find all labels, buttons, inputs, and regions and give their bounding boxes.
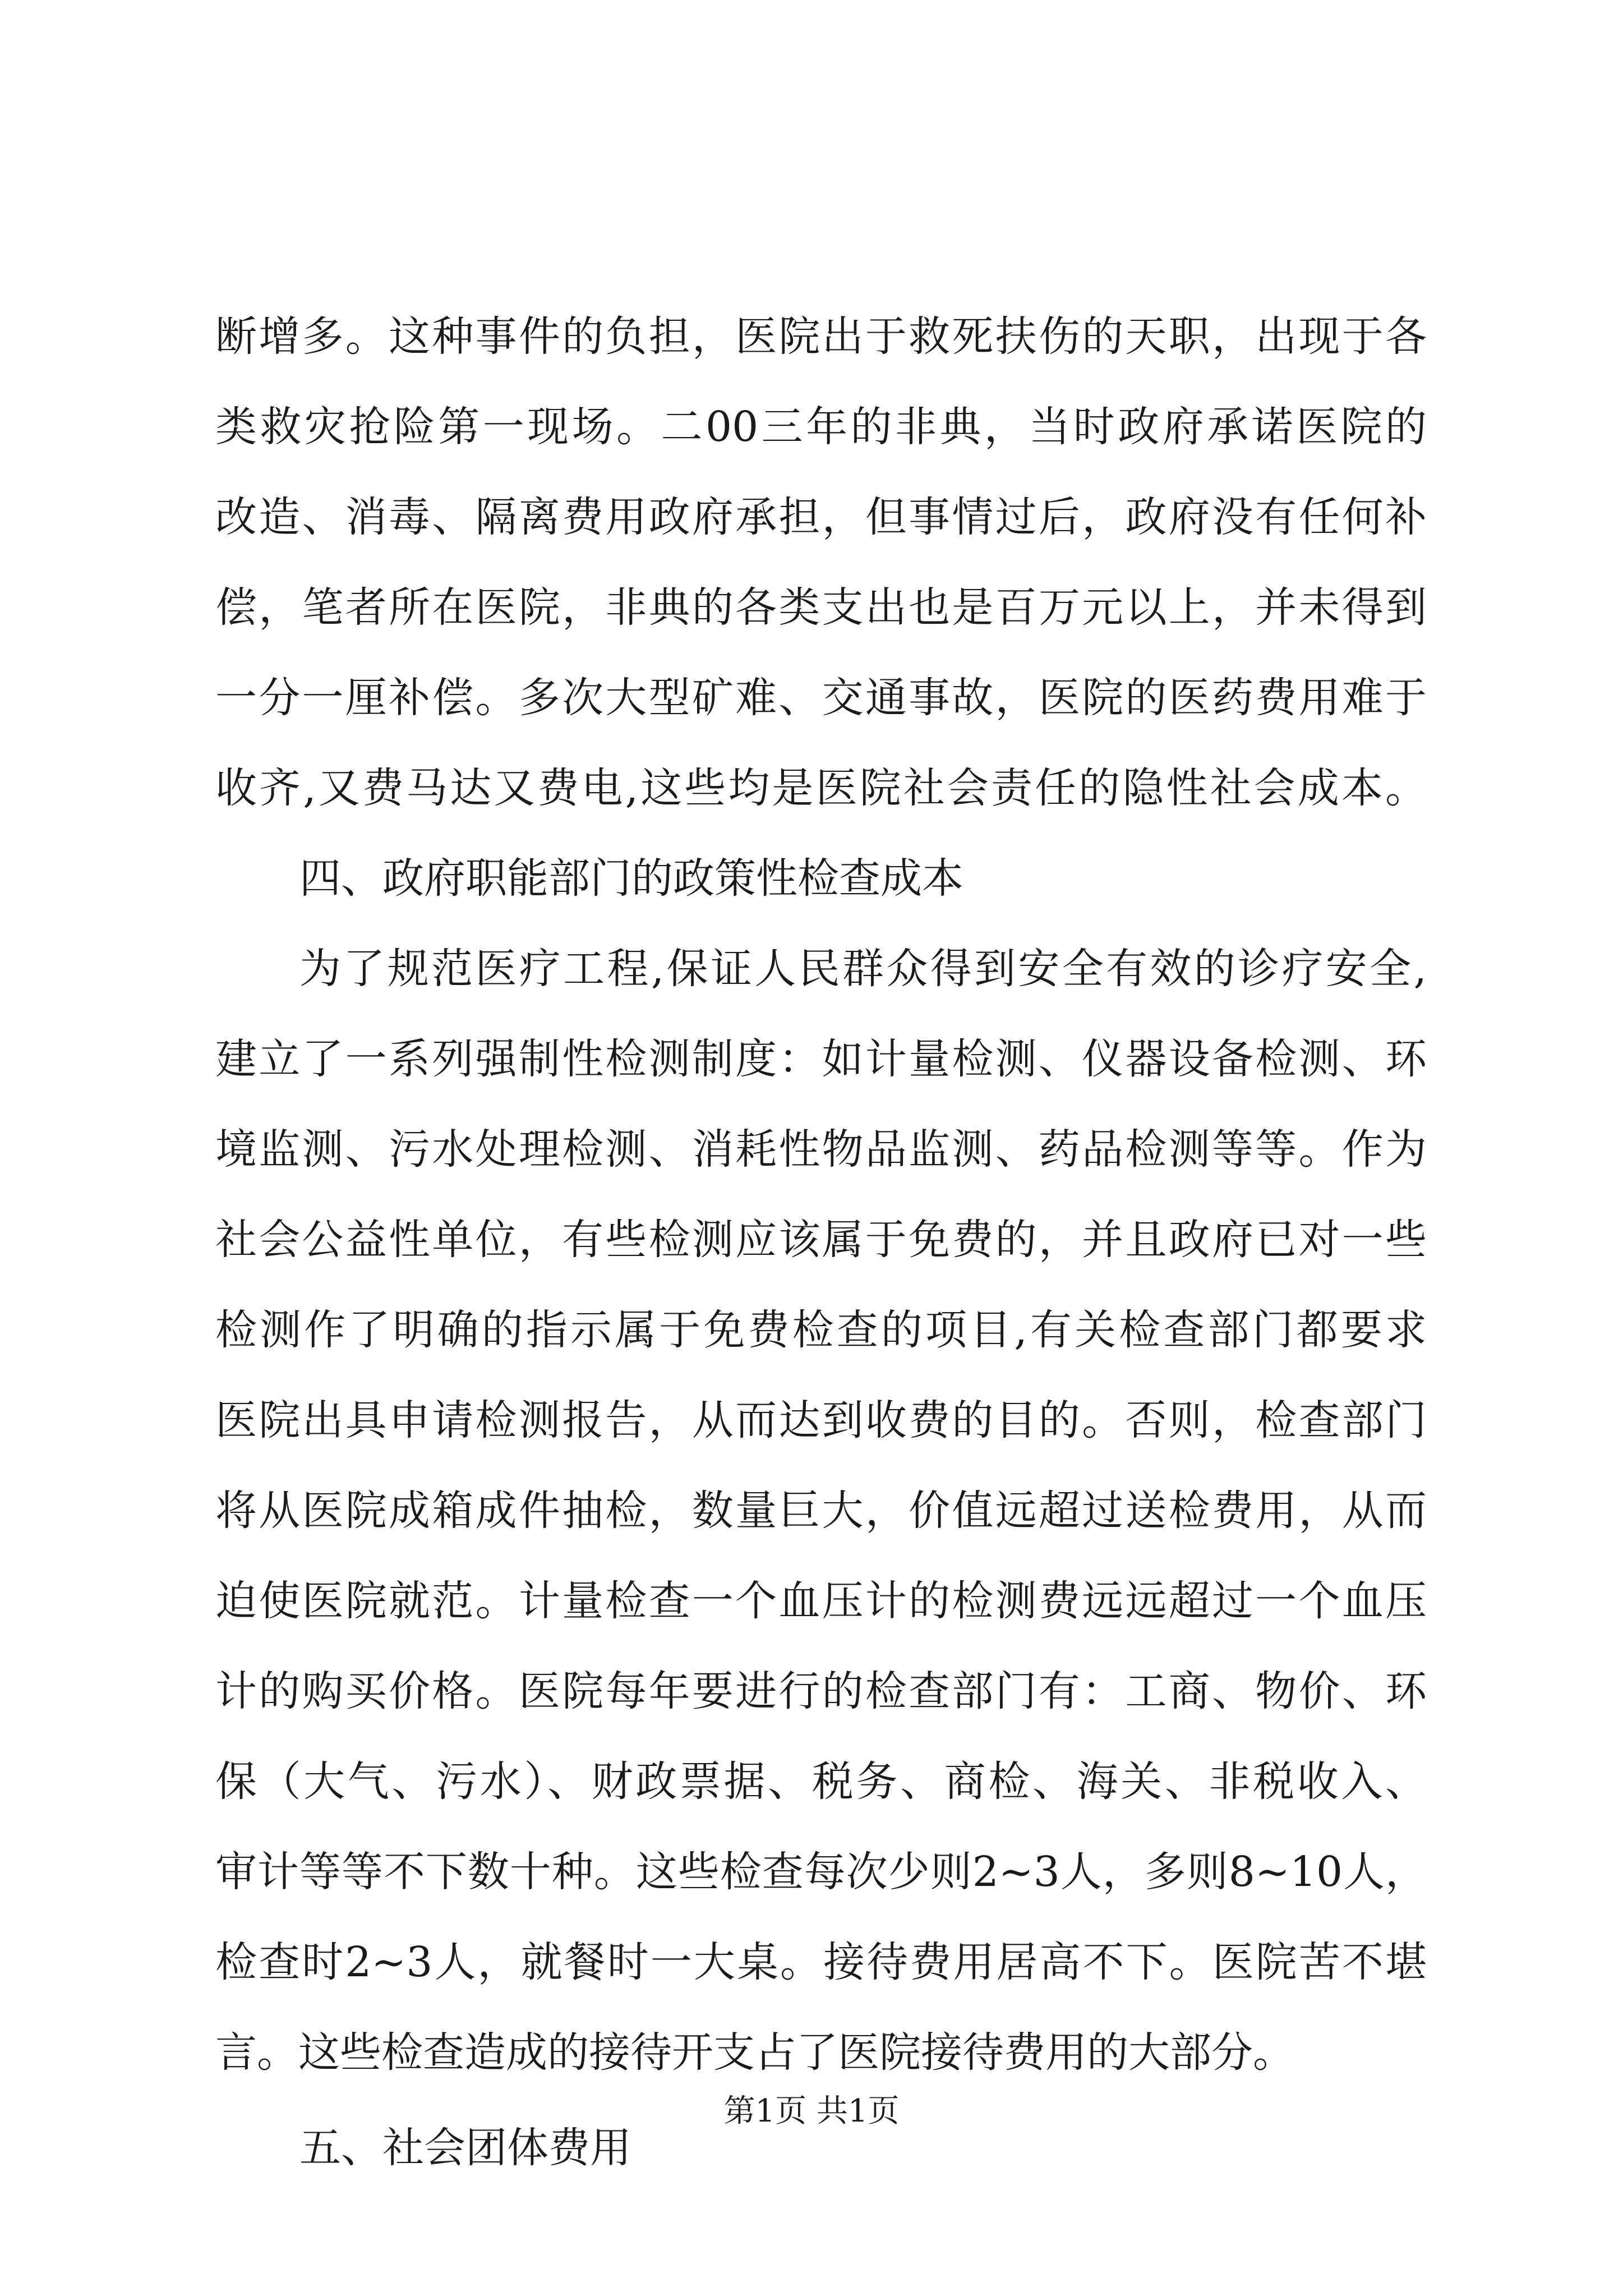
text-line: 建立了一系列强制性检测制度：如计量检测、仪器设备检测、环	[215, 1035, 1427, 1083]
text-line: 保（大气、污水）、财政票据、税务、商检、海关、非税收入、	[215, 1757, 1427, 1806]
text-line: 审计等等不下数十种。这些检查每次少则2~3人，多则8~10人，	[215, 1848, 1427, 1896]
section-heading: 五、社会团体费用	[299, 2124, 631, 2172]
text-line: 偿，笔者所在医院，非典的各类支出也是百万元以上，并未得到	[215, 583, 1427, 632]
text-line: 医院出具申请检测报告，从而达到收费的目的。否则，检查部门	[215, 1396, 1427, 1444]
text-line: 境监测、污水处理检测、消耗性物品监测、药品检测等等。作为	[215, 1125, 1427, 1174]
text-line: 检测作了明确的指示属于免费检查的项目,有关检查部门都要求	[215, 1306, 1427, 1354]
text-line: 社会公益性单位，有些检测应该属于免费的，并且政府已对一些	[215, 1216, 1427, 1264]
text-line: 计的购买价格。医院每年要进行的检查部门有：工商、物价、环	[215, 1667, 1427, 1715]
text-line: 改造、消毒、隔离费用政府承担，但事情过后，政府没有任何补	[215, 493, 1427, 541]
document-body	[215, 292, 1427, 2198]
text-line: 一分一厘补偿。多次大型矿难、交通事故，医院的医药费用难于	[215, 674, 1427, 722]
page-footer: 第1页 共1页	[723, 2093, 900, 2129]
text-line: 类救灾抢险第一现场。二00三年的非典，当时政府承诺医院的	[215, 403, 1427, 451]
text-line: 检查时2~3人，就餐时一大桌。接待费用居高不下。医院苦不堪	[215, 1938, 1427, 1986]
text-line: 言。这些检查造成的接待开支占了医院接待费用的大部分。	[215, 2028, 1294, 2077]
text-line: 收齐,又费马达又费电,这些均是医院社会责任的隐性社会成本。	[215, 764, 1427, 812]
section-heading: 四、政府职能部门的政策性检查成本	[299, 854, 963, 903]
text-line: 为了规范医疗工程,保证人民群众得到安全有效的诊疗安全,	[299, 945, 1427, 993]
text-line: 将从医院成箱成件抽检，数量巨大，价值远超过送检费用，从而	[215, 1487, 1427, 1535]
text-line: 迫使医院就范。计量检查一个血压计的检测费远远超过一个血压	[215, 1577, 1427, 1625]
text-line: 断增多。这种事件的负担，医院出于救死扶伤的天职，出现于各	[215, 312, 1427, 361]
